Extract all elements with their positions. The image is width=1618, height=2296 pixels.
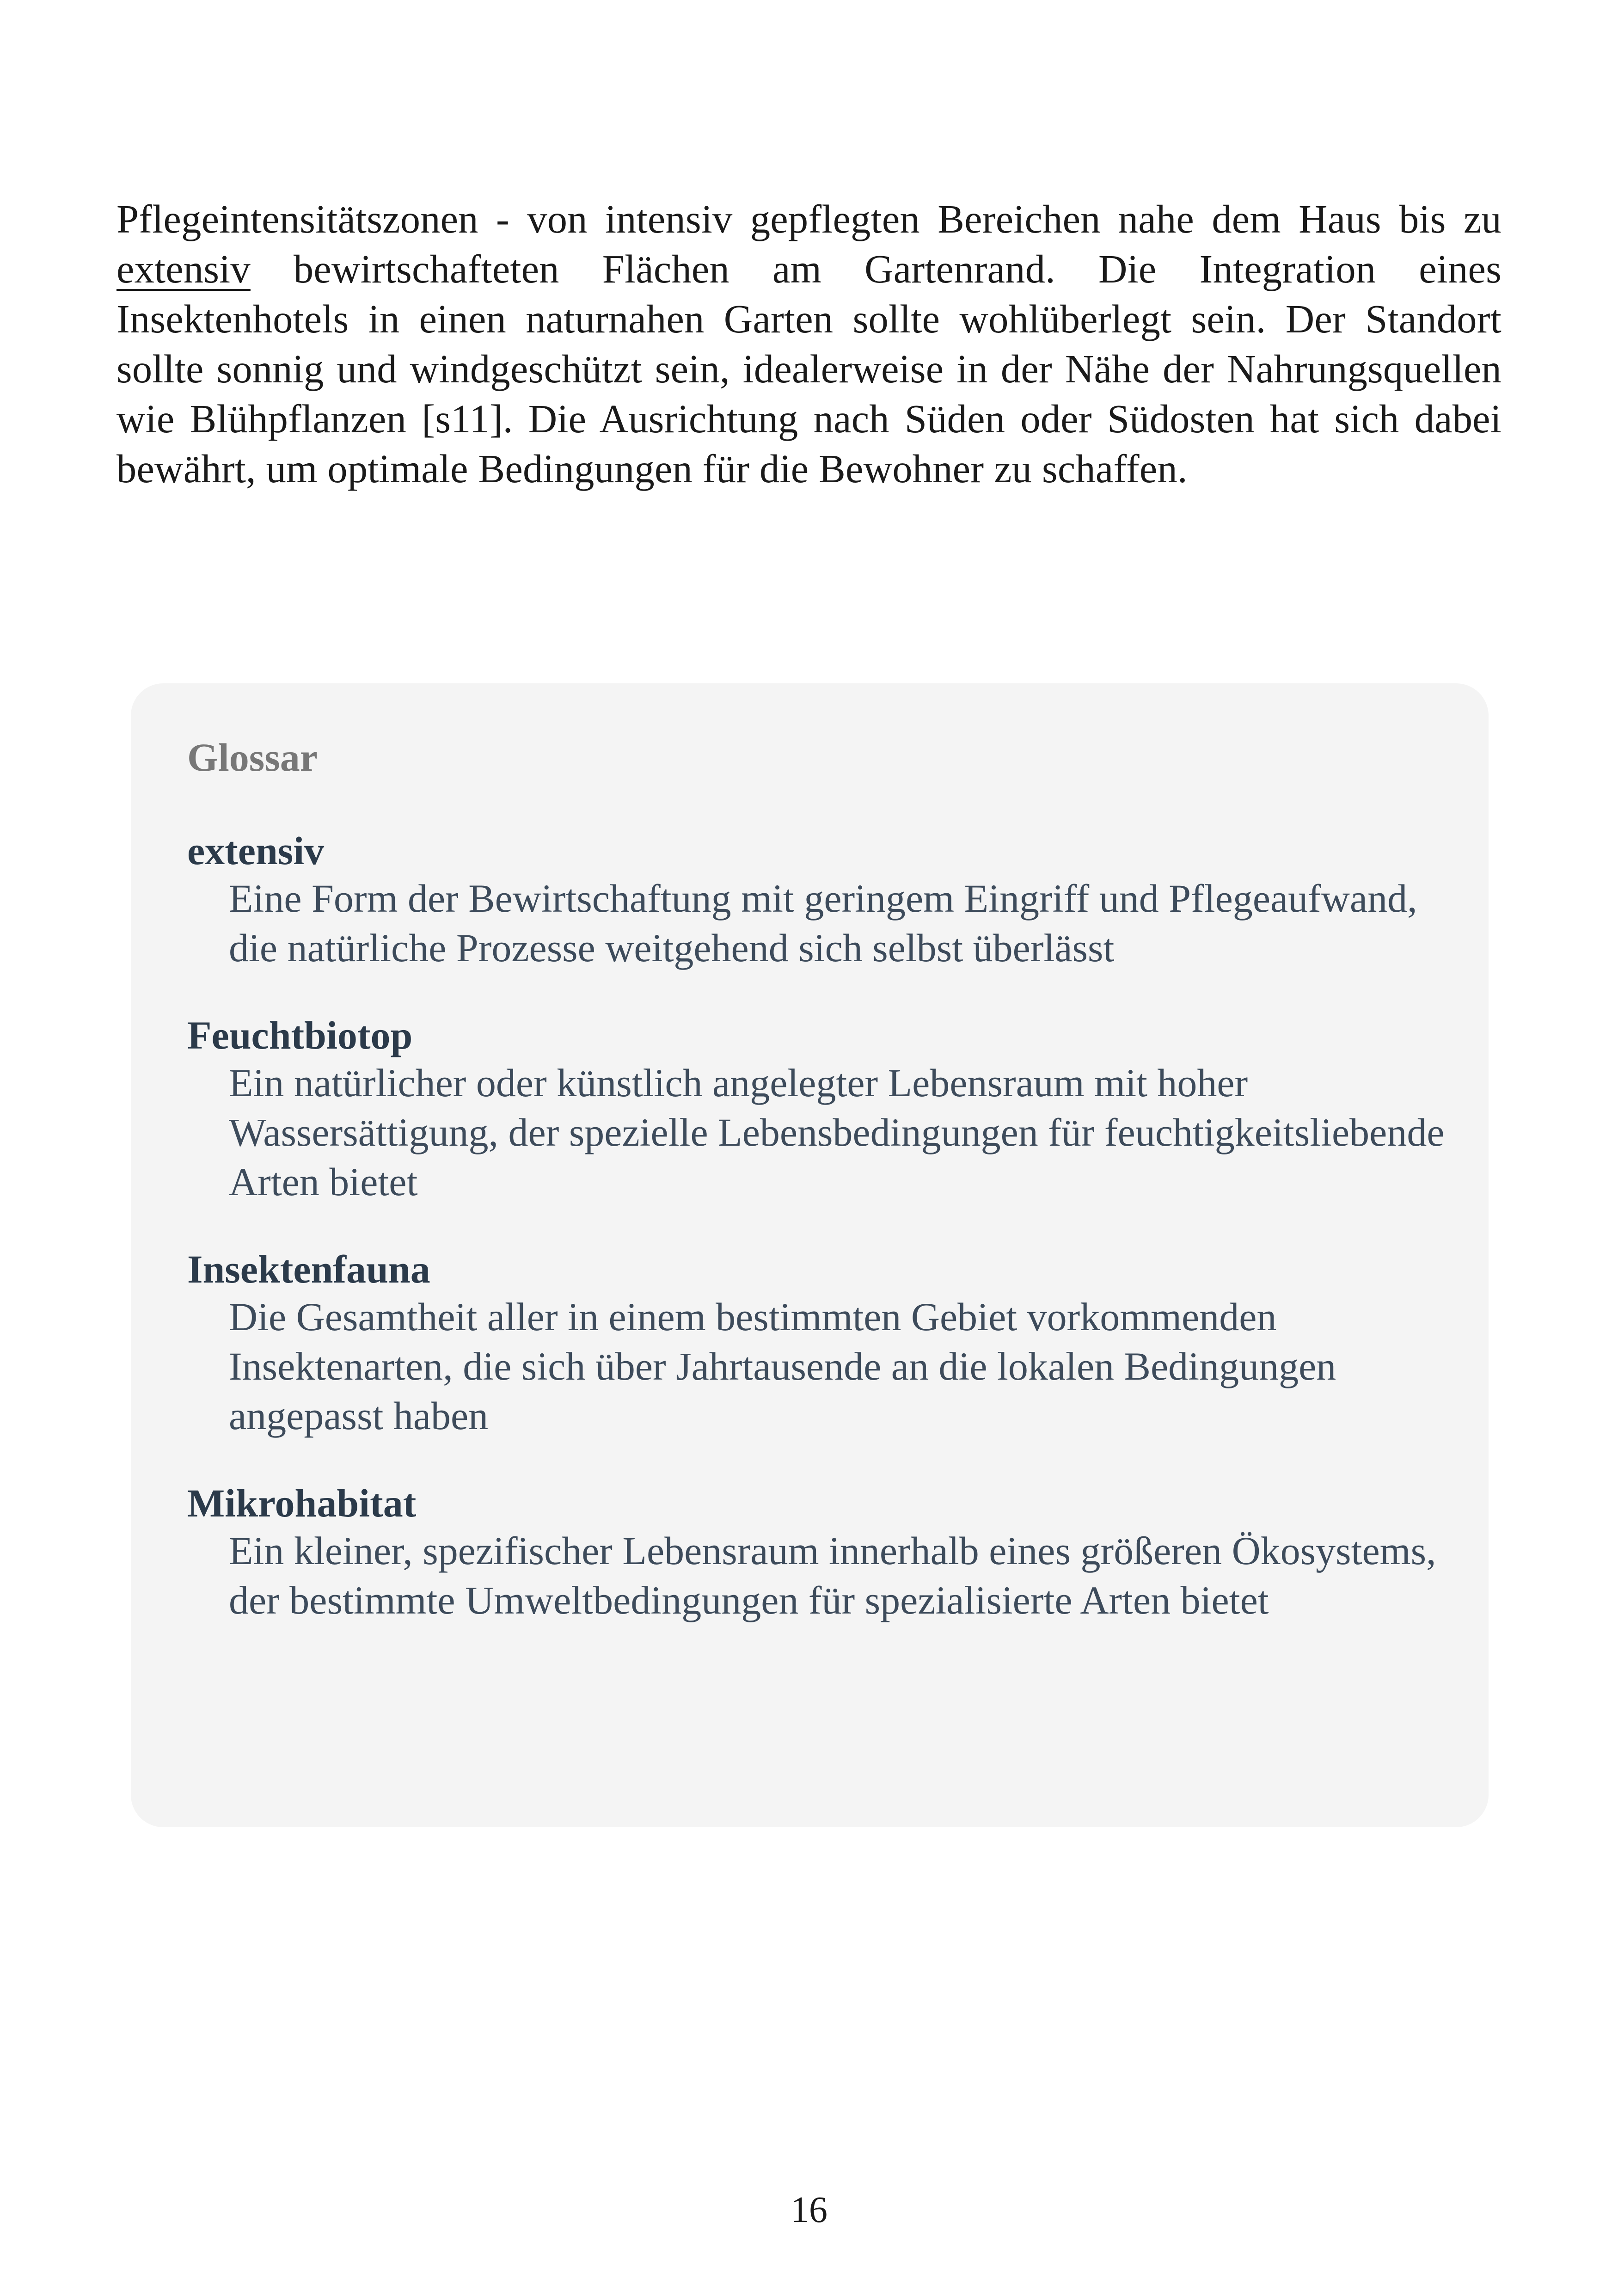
body-paragraph — [116, 194, 1502, 494]
glossary-entry-extensiv — [187, 828, 1445, 973]
glossary-definition: Die Gesamtheit aller in einem bestimmten Gebiet vorkommenden Insektenarten, die sich über Jahrtausende an die lokalen Bedingungen angepasst haben — [229, 1295, 1336, 1438]
page-number: 16 — [791, 2190, 827, 2230]
glossary-entry-feuchtbiotop — [187, 1012, 1445, 1207]
paragraph-text-start: Pflegeintensitätszonen - von intensiv gepflegten Bereichen nahe dem Haus bis zu — [116, 197, 1502, 241]
glossary-term: Feuchtbiotop — [187, 1013, 413, 1057]
glossary-entry-insektenfauna — [187, 1246, 1445, 1441]
glossary-definition: Ein natürlicher oder künstlich angelegter Lebensraum mit hoher Wassersättigung, der spezielle Lebensbedingungen für feuchtigkeitsliebende Arten bietet — [229, 1061, 1445, 1204]
glossary-title: Glossar — [187, 735, 318, 780]
glossary-link-extensiv[interactable]: extensiv — [116, 247, 251, 291]
glossary-definition: Ein kleiner, spezifischer Lebensraum innerhalb eines größeren Ökosystems, der bestimmte Umweltbedingungen für spezialisierte Arten bietet — [229, 1529, 1436, 1622]
glossary-term: Mikrohabitat — [187, 1481, 417, 1525]
glossary-term: extensiv — [187, 829, 325, 873]
glossary-list — [187, 828, 1445, 1664]
glossary-definition: Eine Form der Bewirtschaftung mit geringem Eingriff und Pflegeaufwand, die natürliche Prozesse weitgehend sich selbst überlässt — [229, 876, 1417, 970]
paragraph-text-end: bewirtschafteten Flächen am Gartenrand. Die Integration eines Insektenhotels in einen naturnahen Garten sollte wohlüberlegt sein. Der Standort sollte sonnig und windgeschützt sein, idealerweise in der Nähe der Nahrungsquellen wie Blühpflanzen [s11]. Die Ausrichtung nach Süden oder Südosten hat sich dabei bewährt, um optimale Bedingungen für die Bewohner zu schaffen. — [116, 247, 1502, 491]
glossary-entry-mikrohabitat — [187, 1480, 1445, 1625]
glossary-term: Insektenfauna — [187, 1247, 430, 1291]
